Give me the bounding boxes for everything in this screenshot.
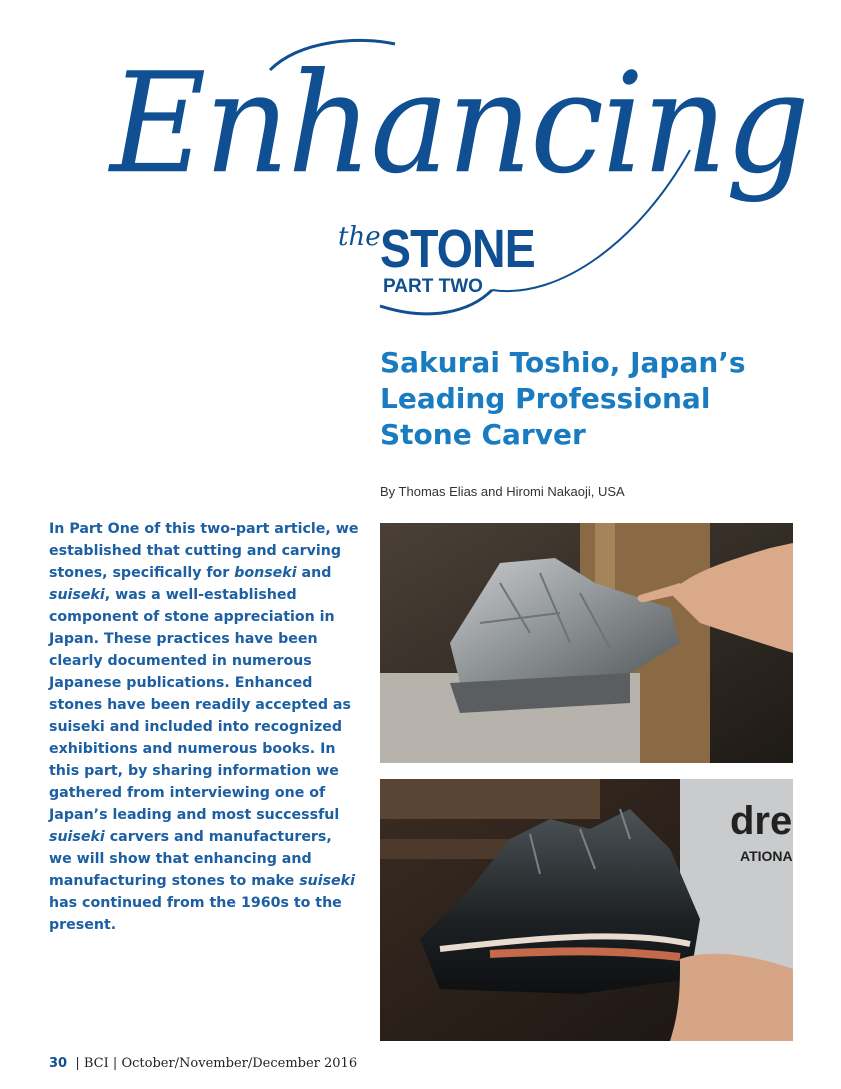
intro-term-suiseki: suiseki <box>49 587 105 603</box>
page-number: 30 <box>49 1056 68 1071</box>
footer-separator: | <box>71 1056 80 1071</box>
shirt-print-text: dre <box>730 799 793 843</box>
title-part-two: PART TWO <box>383 276 483 297</box>
page-footer <box>49 1056 357 1071</box>
article-subtitle: Sakurai Toshio, Japan’s Leading Professional Stone Carver <box>380 346 746 451</box>
intro-text: carvers and manufacturers, we will show that enhancing and manufacturing stones to make <box>49 829 332 889</box>
intro-text: , was a well-established component of stone appreciation in Japan. These practices have been clearly documented in numerous Japanese publications. Enhanced stones have been readily accepted as suiseki and included into recognized exhibitions and numerous books. In this part, by sharing information we gathered from interviewing one of Japan’s leading and most successful <box>49 587 351 823</box>
title-enhancing: Enhancing <box>110 43 808 205</box>
title-stone: STONE <box>380 219 535 279</box>
intro-text: and <box>296 565 332 581</box>
intro-text: has continued from the 1960s to the present. <box>49 895 342 933</box>
shirt-print-subtext: ATIONA <box>740 848 793 864</box>
intro-term-suiseki: suiseki <box>299 873 355 889</box>
photo-carved-stone-pointing <box>380 523 793 763</box>
footer-publication: BCI <box>83 1056 109 1071</box>
footer-issue: October/November/December 2016 <box>121 1056 358 1071</box>
article-byline: By Thomas Elias and Hiromi Nakaoji, USA <box>380 484 625 499</box>
intro-term-bonseki: bonseki <box>234 565 297 581</box>
article-intro <box>49 518 359 936</box>
title-the: the <box>338 222 381 252</box>
photo-polished-stone-held <box>380 779 793 1041</box>
intro-text: In Part One of this two-part article, we established that cutting and carving stones, specifically for <box>49 521 359 581</box>
footer-separator: | <box>112 1056 118 1071</box>
intro-term-suiseki: suiseki <box>49 829 105 845</box>
